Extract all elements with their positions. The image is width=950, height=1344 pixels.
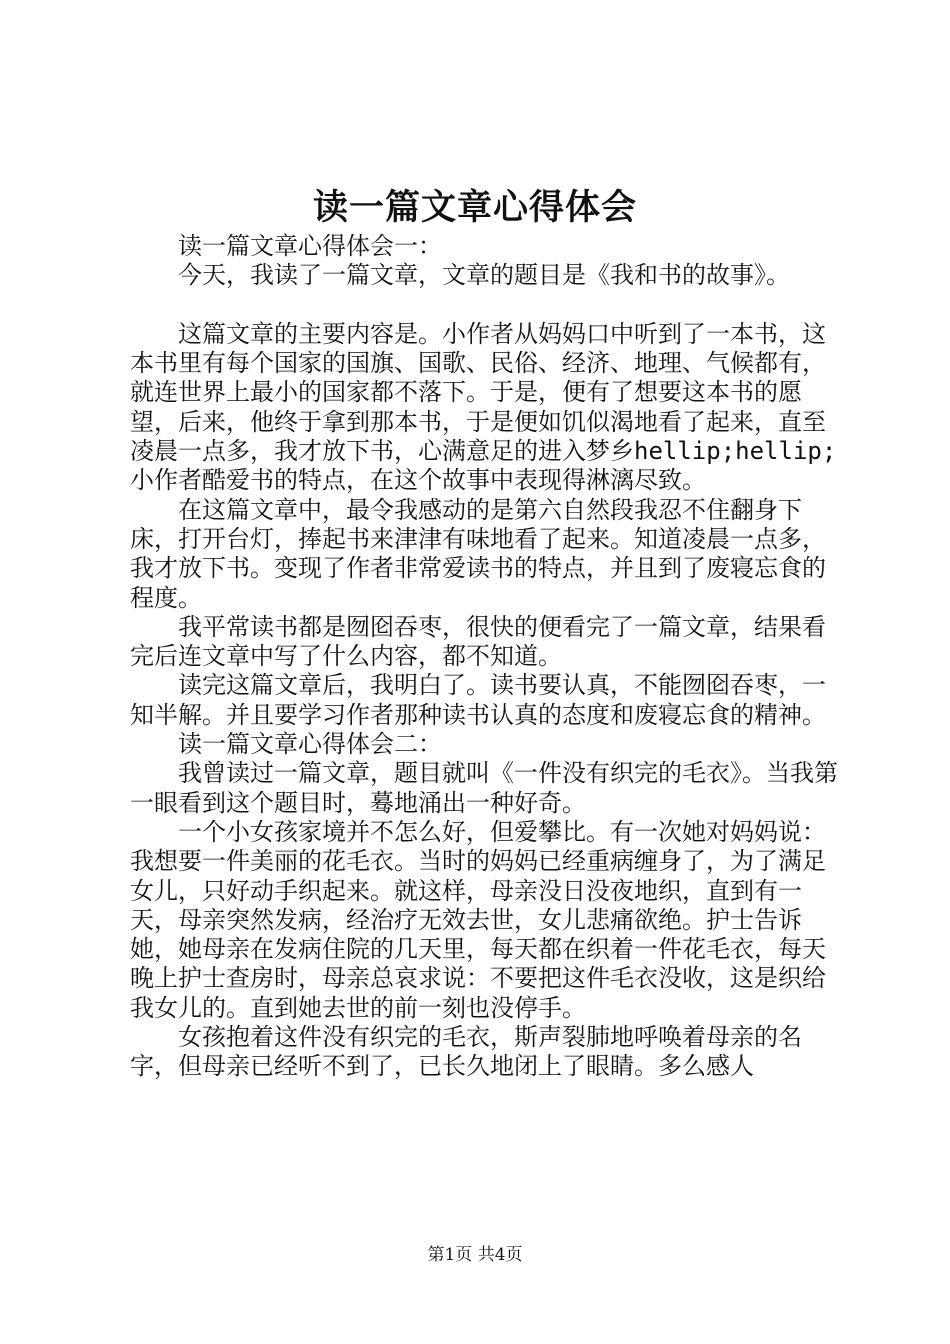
page-footer: 第1页 共4页 — [427, 1245, 523, 1265]
paragraph: 在这篇文章中，最令我感动的是第六自然段我忍不住翻身下床，打开台灯，捧起书来津津有味地看了起来。知道凌晨一点多，我才放下书。变现了作者非常爱读书的特点，并且到了废寝忘食的程度。 — [130, 495, 826, 612]
blank-line — [130, 291, 842, 320]
paragraph: 我曾读过一篇文章，题目就叫《一件没有织完的毛衣》。当我第一眼看到这个题目时，蓦地涌出一种好奇。 — [130, 759, 838, 817]
document-body — [130, 232, 842, 1082]
paragraph: 女孩抱着这件没有织完的毛衣，斯声裂肺地呼唤着母亲的名字，但母亲已经听不到了，已长久地闭上了眼睛。多么感人 — [130, 1023, 802, 1081]
paragraph: 读完这篇文章后，我明白了。读书要认真，不能囫囵吞枣，一知半解。并且要学习作者那种读书认真的态度和废寝忘食的精神。 — [130, 671, 826, 729]
section-heading-2: 读一篇文章心得体会二： — [178, 730, 442, 759]
paragraph: 我平常读书都是囫囵吞枣，很快的便看完了一篇文章，结果看完后连文章中写了什么内容，都不知道。 — [130, 612, 826, 671]
section-heading-1: 读一篇文章心得体会一： — [178, 232, 442, 260]
document-title: 读一篇文章心得体会 — [312, 187, 637, 228]
paragraph: 一个小女孩家境并不怎么好，但爱攀比。有一次她对妈妈说：我想要一件美丽的花毛衣。当时的妈妈已经重病缠身了，为了满足女儿，只好动手织起来。就这样，母亲没日没夜地织，直到有一天，母亲突然发病，经治疗无效去世，女儿悲痛欲绝。护士告诉她，她母亲在发病住院的几天里，每天都在织着一件花毛衣，每天晚上护士查房时，母亲总哀求说：不要把这件毛衣没收，这是织给我女儿的。直到她去世的前一刻也没停手。 — [130, 817, 826, 1022]
paragraph: 今天，我读了一篇文章，文章的题目是《我和书的故事》。 — [178, 261, 790, 290]
paragraph: 这篇文章的主要内容是。小作者从妈妈口中听到了一本书，这本书里有每个国家的国旗、国歌、民俗、经济、地理、气候都有，就连世界上最小的国家都不落下。于是，便有了想要这本书的愿望，后来，他终于拿到那本书，于是便如饥似渴地看了起来，直至凌晨一点多，我才放下书，心满意足的进入梦乡hellip;hellip;小作者酷爱书的特点，在这个故事中表现得淋漓尽致。 — [130, 319, 837, 495]
